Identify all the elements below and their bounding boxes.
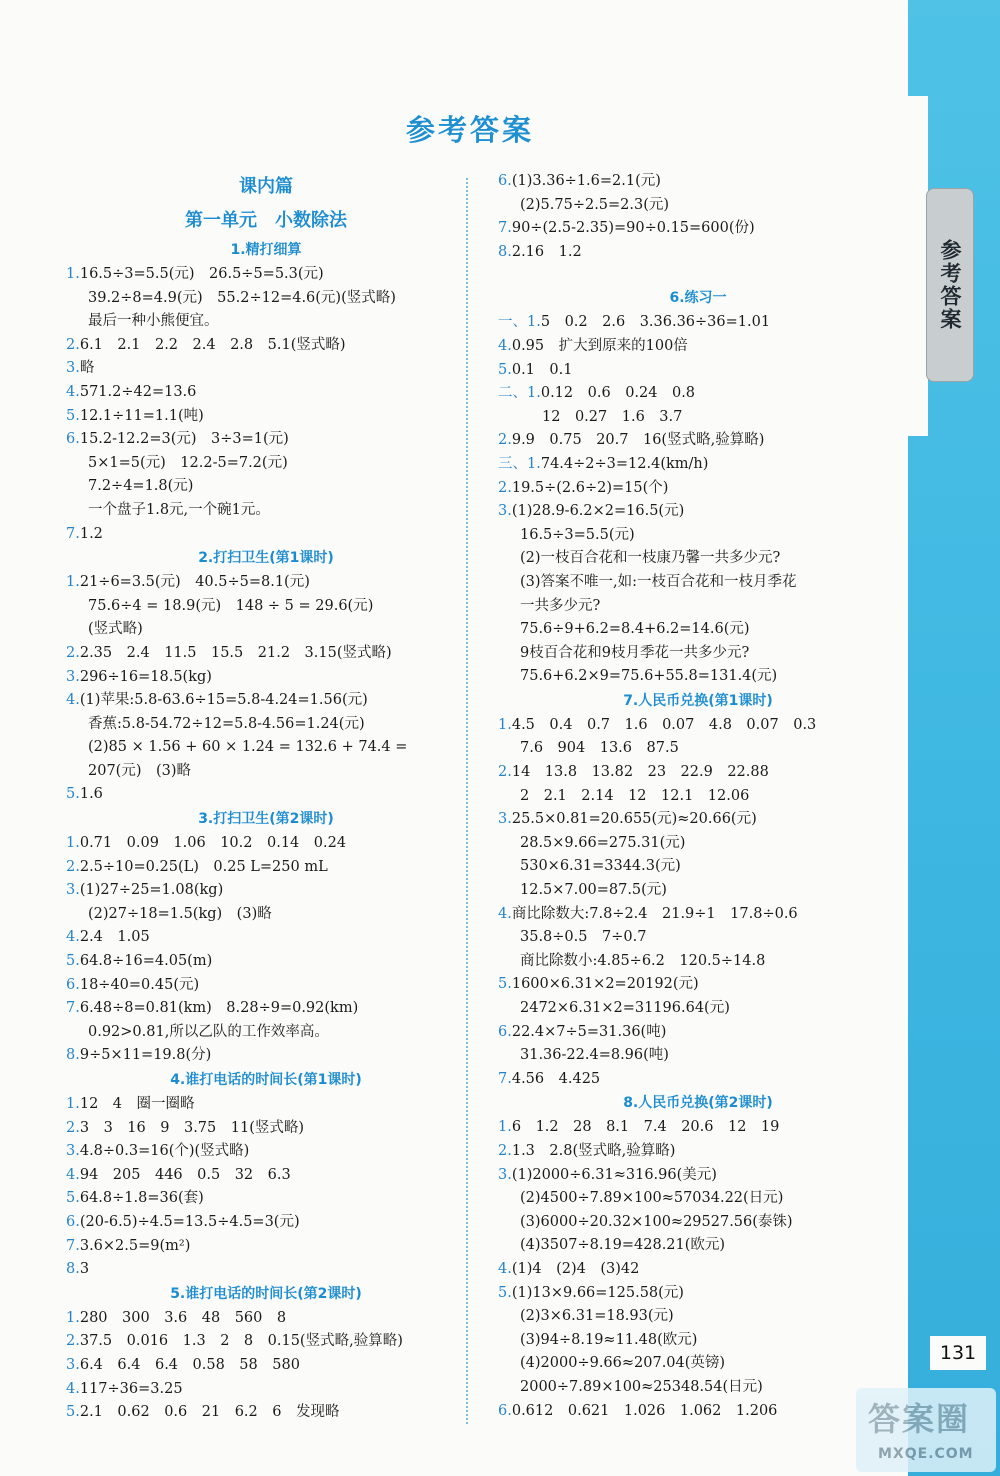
answer-item bbox=[66, 428, 466, 452]
item-number: 1. bbox=[66, 574, 80, 591]
item-text: 1600×6.31×2=20192(元) bbox=[511, 976, 699, 993]
answer-continuation: (2)5.75÷2.5=2.3(元) bbox=[520, 196, 670, 213]
item-number: 1. bbox=[66, 1096, 80, 1112]
answer-item bbox=[498, 1140, 898, 1164]
item-text: 商比除数大:7.8÷2.4 21.9÷1 17.8÷0.6 bbox=[511, 905, 798, 922]
lesson-heading: 5.谁打电话的时间长(第2课时) bbox=[170, 1285, 362, 1302]
answer-item bbox=[498, 1400, 898, 1424]
item-text: 6.4 6.4 6.4 0.58 58 580 bbox=[79, 1356, 300, 1373]
item-number: 8. bbox=[66, 1047, 80, 1064]
item-number: 2. bbox=[66, 1333, 80, 1350]
item-text: 64.8÷1.8=36(套) bbox=[79, 1190, 204, 1207]
item-number: 2. bbox=[66, 336, 80, 353]
lesson-heading: 8.人民币兑换(第2课时) bbox=[623, 1095, 773, 1112]
answer-item bbox=[66, 381, 466, 405]
unit-heading: 第一单元 小数除法 bbox=[185, 210, 347, 231]
answer-item bbox=[66, 856, 466, 880]
item-text: 5 0.2 2.6 3.36.36÷36=1.01 bbox=[540, 314, 771, 331]
answer-item bbox=[66, 1187, 466, 1211]
answer-continuation: (3)6000÷20.32×100≈29527.56(泰铢) bbox=[520, 1213, 793, 1230]
item-text: 18÷40=0.45(元) bbox=[79, 976, 200, 993]
item-number: 2. bbox=[66, 644, 80, 661]
answer-item bbox=[66, 1401, 466, 1425]
item-text: 571.2÷42=13.6 bbox=[79, 383, 197, 400]
item-text: (1)4 (2)4 (3)42 bbox=[511, 1260, 640, 1277]
item-number: 3. bbox=[498, 503, 512, 520]
item-text: 64.8÷16=4.05(m) bbox=[79, 953, 213, 970]
answer-item bbox=[498, 1116, 898, 1140]
answer-item bbox=[66, 1258, 466, 1282]
item-number: 6. bbox=[66, 431, 80, 448]
item-text: 22.4×7÷5=31.36(吨) bbox=[511, 1023, 667, 1040]
answer-continuation: 一共多少元? bbox=[520, 597, 601, 614]
answer-item bbox=[498, 1068, 898, 1092]
answer-item bbox=[66, 832, 466, 856]
watermark-logo bbox=[856, 1388, 996, 1472]
answer-continuation: (2)一枝百合花和一枝康乃馨一共多少元? bbox=[520, 550, 781, 567]
item-number: 6. bbox=[498, 1402, 512, 1419]
item-text: 90÷(2.5-2.35)=90÷0.15=600(份) bbox=[511, 220, 755, 237]
item-text: 6.48÷8=0.81(km) 8.28÷9=0.92(km) bbox=[79, 1000, 359, 1017]
item-number: 4. bbox=[498, 1260, 512, 1277]
answer-continuation: (2)27÷18=1.5(kg) (3)略 bbox=[88, 905, 272, 922]
answer-item bbox=[66, 1117, 466, 1141]
item-number: 6. bbox=[498, 1023, 512, 1040]
answer-item bbox=[66, 1044, 466, 1068]
item-text: 4.56 4.425 bbox=[511, 1070, 601, 1087]
answer-continuation: 12 0.27 1.6 3.7 bbox=[542, 408, 683, 425]
item-text: (1)苹果:5.8-63.6÷15=5.8-4.24=1.56(元) bbox=[79, 692, 368, 709]
answer-item bbox=[66, 997, 466, 1021]
item-text: 74.4÷2÷3=12.4(km/h) bbox=[540, 455, 709, 472]
item-text: 12 4 圈一圈略 bbox=[79, 1096, 195, 1112]
item-number: 4. bbox=[66, 929, 80, 946]
item-number: 2. bbox=[66, 1119, 80, 1136]
item-number: 5. bbox=[66, 407, 80, 424]
answer-item bbox=[66, 1330, 466, 1354]
answer-item bbox=[498, 903, 898, 927]
answer-item bbox=[498, 359, 898, 383]
item-number: 2. bbox=[498, 432, 512, 449]
answer-item bbox=[66, 689, 466, 713]
item-text: 2.4 1.05 bbox=[79, 929, 150, 946]
answer-continuation: 75.6+6.2×9=75.6+55.8=131.4(元) bbox=[520, 668, 778, 685]
item-number: 1. bbox=[66, 266, 80, 282]
item-text: 3.6×2.5=9(m²) bbox=[79, 1237, 191, 1254]
item-text: 12.1÷11=1.1(吨) bbox=[79, 407, 204, 424]
answer-continuation: 75.6÷9+6.2=8.4+6.2=14.6(元) bbox=[520, 621, 750, 638]
answer-item bbox=[498, 453, 898, 477]
item-number: 4. bbox=[498, 905, 512, 922]
answer-item bbox=[66, 926, 466, 950]
answer-item bbox=[66, 642, 466, 666]
item-text: (1)13×9.66=125.58(元) bbox=[511, 1284, 684, 1301]
item-text: 15.2-12.2=3(元) 3÷3=1(元) bbox=[79, 431, 289, 448]
item-number: 2. bbox=[498, 1142, 512, 1159]
item-number: 7. bbox=[66, 525, 80, 542]
item-text: 296÷16=18.5(kg) bbox=[79, 668, 212, 685]
answer-item bbox=[498, 808, 898, 832]
answer-item bbox=[66, 1211, 466, 1235]
item-text: 0.71 0.09 1.06 10.2 0.14 0.24 bbox=[79, 835, 347, 852]
item-text: 1.6 bbox=[79, 786, 103, 803]
item-text: 0.1 0.1 bbox=[511, 361, 573, 378]
lesson-heading: 4.谁打电话的时间长(第1课时) bbox=[170, 1072, 362, 1088]
answer-item bbox=[498, 477, 898, 501]
item-text: 2.16 1.2 bbox=[511, 243, 582, 260]
answer-item bbox=[66, 666, 466, 690]
answer-continuation: (竖式略) bbox=[88, 621, 143, 638]
answer-continuation: 207(元) (3)略 bbox=[88, 762, 192, 779]
left-column bbox=[66, 170, 466, 1425]
answer-item bbox=[498, 241, 898, 265]
answer-item bbox=[498, 335, 898, 359]
answer-continuation: 9枝百合花和9枝月季花一共多少元? bbox=[520, 644, 750, 661]
column-divider bbox=[466, 178, 468, 1424]
item-text: 略 bbox=[79, 360, 95, 377]
answer-item bbox=[66, 1235, 466, 1259]
right-column bbox=[498, 170, 898, 1423]
item-number: 3. bbox=[498, 811, 512, 828]
answer-item bbox=[66, 1140, 466, 1164]
lesson-heading: 7.人民币兑换(第1课时) bbox=[623, 692, 773, 709]
item-number: 3. bbox=[66, 360, 80, 377]
item-number: 7. bbox=[498, 1070, 512, 1087]
item-number: 7. bbox=[66, 1237, 80, 1254]
item-number: 3. bbox=[66, 1143, 80, 1160]
item-text: 280 300 3.6 48 560 8 bbox=[79, 1309, 287, 1326]
item-number: 3. bbox=[66, 882, 80, 899]
answer-item bbox=[498, 500, 898, 524]
answer-continuation: 5×1=5(元) 12.2-5=7.2(元) bbox=[88, 454, 288, 471]
item-number: 5. bbox=[498, 976, 512, 993]
item-number: 4. bbox=[66, 1380, 80, 1397]
answer-item bbox=[498, 382, 898, 406]
item-number: 4. bbox=[66, 383, 80, 400]
item-text: 6 1.2 28 8.1 7.4 20.6 12 19 bbox=[511, 1119, 780, 1136]
item-text: 3 bbox=[79, 1261, 90, 1278]
answer-continuation: (2)3×6.31=18.93(元) bbox=[520, 1308, 674, 1325]
item-number: 6. bbox=[498, 173, 512, 189]
answer-item bbox=[66, 974, 466, 998]
item-text: 1.2 bbox=[79, 525, 103, 542]
answer-continuation: 28.5×9.66=275.31(元) bbox=[520, 834, 686, 851]
answer-continuation: 最后一种小熊便宜。 bbox=[88, 313, 219, 330]
item-text: 2.1 0.62 0.6 21 6.2 6 发现略 bbox=[79, 1404, 340, 1421]
item-number: 三、1. bbox=[498, 455, 541, 472]
item-text: 117÷36=3.25 bbox=[79, 1380, 183, 1397]
item-text: (1)3.36÷1.6=2.1(元) bbox=[511, 173, 661, 189]
item-number: 5. bbox=[66, 1404, 80, 1421]
item-text: 4.5 0.4 0.7 1.6 0.07 4.8 0.07 0.3 bbox=[511, 716, 817, 733]
answer-continuation: 35.8÷0.5 7÷0.7 bbox=[520, 929, 647, 946]
item-number: 3. bbox=[66, 1356, 80, 1373]
answer-item bbox=[498, 311, 898, 335]
page-number: 131 bbox=[930, 1336, 986, 1370]
answer-item bbox=[498, 217, 898, 241]
answer-continuation: 一个盘子1.8元,一个碗1元。 bbox=[88, 501, 270, 518]
item-text: 4.8÷0.3=16(个)(竖式略) bbox=[79, 1143, 250, 1160]
spacer bbox=[498, 264, 898, 286]
answer-item bbox=[66, 1307, 466, 1331]
item-number: 2. bbox=[498, 479, 512, 496]
answer-continuation: 7.6 904 13.6 87.5 bbox=[520, 740, 679, 757]
item-number: 7. bbox=[498, 220, 512, 237]
lesson-heading: 3.打扫卫生(第2课时) bbox=[198, 811, 334, 828]
item-number: 3. bbox=[66, 668, 80, 685]
answer-item bbox=[498, 1282, 898, 1306]
item-number: 3. bbox=[498, 1166, 512, 1183]
item-number: 4. bbox=[66, 1166, 80, 1183]
answer-item bbox=[498, 1164, 898, 1188]
item-text: (1)28.9-6.2×2=16.5(元) bbox=[511, 503, 685, 520]
answer-item bbox=[66, 1354, 466, 1378]
watermark-text: 答案圈 bbox=[868, 1400, 971, 1438]
item-number: 1. bbox=[498, 716, 512, 733]
item-number: 1. bbox=[498, 1119, 512, 1136]
item-number: 8. bbox=[498, 243, 512, 260]
item-number: 1. bbox=[66, 835, 80, 852]
page-title: 参考答案 bbox=[405, 113, 534, 147]
answer-item bbox=[66, 357, 466, 381]
item-text: 0.612 0.621 1.026 1.062 1.206 bbox=[511, 1402, 778, 1419]
item-text: 9.9 0.75 20.7 16(竖式略,验算略) bbox=[511, 432, 765, 449]
answer-continuation: (4)3507÷8.19=428.21(欧元) bbox=[520, 1237, 726, 1254]
item-number: 4. bbox=[498, 337, 512, 354]
answer-item bbox=[66, 950, 466, 974]
answer-item bbox=[66, 263, 466, 287]
item-text: 2.35 2.4 11.5 15.5 21.2 3.15(竖式略) bbox=[79, 644, 392, 661]
answer-continuation: 香蕉:5.8-54.72÷12=5.8-4.56=1.24(元) bbox=[88, 715, 365, 732]
answer-continuation: 530×6.31=3344.3(元) bbox=[520, 858, 681, 875]
item-text: 1.3 2.8(竖式略,验算略) bbox=[511, 1142, 676, 1159]
answer-item bbox=[66, 405, 466, 429]
answer-continuation: (4)2000÷9.66≈207.04(英镑) bbox=[520, 1355, 726, 1372]
item-number: 2. bbox=[66, 858, 80, 875]
item-text: 6.1 2.1 2.2 2.4 2.8 5.1(竖式略) bbox=[79, 336, 346, 353]
lesson-heading: 1.精打细算 bbox=[230, 242, 302, 258]
answer-item bbox=[498, 973, 898, 997]
item-text: 9÷5×11=19.8(分) bbox=[79, 1047, 212, 1064]
part-heading: 课内篇 bbox=[239, 176, 293, 197]
item-number: 5. bbox=[66, 1190, 80, 1207]
answer-continuation: 12.5×7.00=87.5(元) bbox=[520, 882, 667, 899]
answer-continuation: (2)85 × 1.56 + 60 × 1.24 = 132.6 + 74.4 = bbox=[88, 739, 408, 756]
item-number: 5. bbox=[66, 786, 80, 803]
watermark-url: MXQE.COM bbox=[878, 1446, 974, 1462]
item-text: 14 13.8 13.82 23 22.9 22.88 bbox=[511, 764, 769, 781]
answer-item bbox=[66, 523, 466, 547]
item-number: 1. bbox=[66, 1309, 80, 1326]
item-text: 0.12 0.6 0.24 0.8 bbox=[540, 385, 696, 402]
item-number: 5. bbox=[66, 953, 80, 970]
answer-continuation: 2472×6.31×2=31196.64(元) bbox=[520, 1000, 730, 1016]
item-number: 7. bbox=[66, 1000, 80, 1017]
answer-item bbox=[66, 1164, 466, 1188]
item-text: 21÷6=3.5(元) 40.5÷5=8.1(元) bbox=[79, 574, 310, 591]
item-text: 3 3 16 9 3.75 11(竖式略) bbox=[79, 1119, 305, 1136]
item-text: 16.5÷3=5.5(元) 26.5÷5=5.3(元) bbox=[79, 266, 324, 282]
answer-continuation: 2 2.1 2.14 12 12.1 12.06 bbox=[520, 787, 750, 804]
answer-continuation: 31.36-22.4=8.96(吨) bbox=[520, 1047, 669, 1064]
item-number: 一、1. bbox=[498, 314, 541, 331]
answer-item bbox=[498, 429, 898, 453]
answer-item bbox=[66, 1093, 466, 1117]
answer-item bbox=[66, 783, 466, 807]
answer-continuation: 7.2÷4=1.8(元) bbox=[88, 478, 194, 495]
answer-continuation: (2)4500÷7.89×100≈57034.22(日元) bbox=[520, 1190, 784, 1207]
item-text: (1)2000÷6.31≈316.96(美元) bbox=[511, 1166, 717, 1183]
item-number: 二、1. bbox=[498, 385, 541, 402]
answer-item bbox=[66, 1378, 466, 1402]
item-number: 8. bbox=[66, 1261, 80, 1278]
answer-item bbox=[498, 714, 898, 738]
answer-item bbox=[498, 761, 898, 785]
item-number: 5. bbox=[498, 361, 512, 378]
item-text: 2.5÷10=0.25(L) 0.25 L=250 mL bbox=[79, 858, 328, 875]
item-text: (1)27÷25=1.08(kg) bbox=[79, 882, 224, 899]
item-number: 6. bbox=[66, 976, 80, 993]
answer-continuation: 0.92>0.81,所以乙队的工作效率高。 bbox=[88, 1023, 329, 1040]
answer-item bbox=[498, 1021, 898, 1045]
item-number: 4. bbox=[66, 692, 80, 709]
answer-continuation: 2000÷7.89×100≈25348.54(日元) bbox=[520, 1378, 763, 1395]
item-number: 6. bbox=[66, 1213, 80, 1230]
item-text: 19.5÷(2.6÷2)=15(个) bbox=[511, 479, 669, 496]
item-text: 0.95 扩大到原来的100倍 bbox=[511, 337, 688, 354]
lesson-heading: 2.打扫卫生(第1课时) bbox=[198, 550, 334, 567]
answer-item bbox=[66, 334, 466, 358]
item-text: 37.5 0.016 1.3 2 8 0.15(竖式略,验算略) bbox=[79, 1333, 403, 1350]
answer-item bbox=[498, 1258, 898, 1282]
item-number: 5. bbox=[498, 1284, 512, 1301]
item-number: 2. bbox=[498, 764, 512, 781]
answer-continuation: 39.2÷8=4.9(元) 55.2÷12=4.6(元)(竖式略) bbox=[88, 289, 396, 306]
item-text: 94 205 446 0.5 32 6.3 bbox=[79, 1166, 291, 1183]
answer-item bbox=[498, 170, 898, 194]
sidebar-tab-reference-answers: 参考答案 bbox=[926, 188, 974, 382]
item-text: (20-6.5)÷4.5=13.5÷4.5=3(元) bbox=[79, 1213, 300, 1230]
answer-continuation: 75.6÷4 = 18.9(元) 148 ÷ 5 = 29.6(元) bbox=[88, 597, 374, 614]
item-text: 25.5×0.81=20.655(元)≈20.66(元) bbox=[511, 811, 757, 828]
lesson-heading: 6.练习一 bbox=[669, 290, 727, 307]
answer-continuation: (3)94÷8.19≈11.48(欧元) bbox=[520, 1331, 698, 1348]
answer-continuation: 商比除数小:4.85÷6.2 120.5÷14.8 bbox=[520, 952, 766, 969]
answer-continuation: (3)答案不唯一,如:一枝百合花和一枝月季花 bbox=[520, 573, 797, 590]
answer-item bbox=[66, 879, 466, 903]
answer-item bbox=[66, 571, 466, 595]
answer-continuation: 16.5÷3=5.5(元) bbox=[520, 526, 635, 543]
